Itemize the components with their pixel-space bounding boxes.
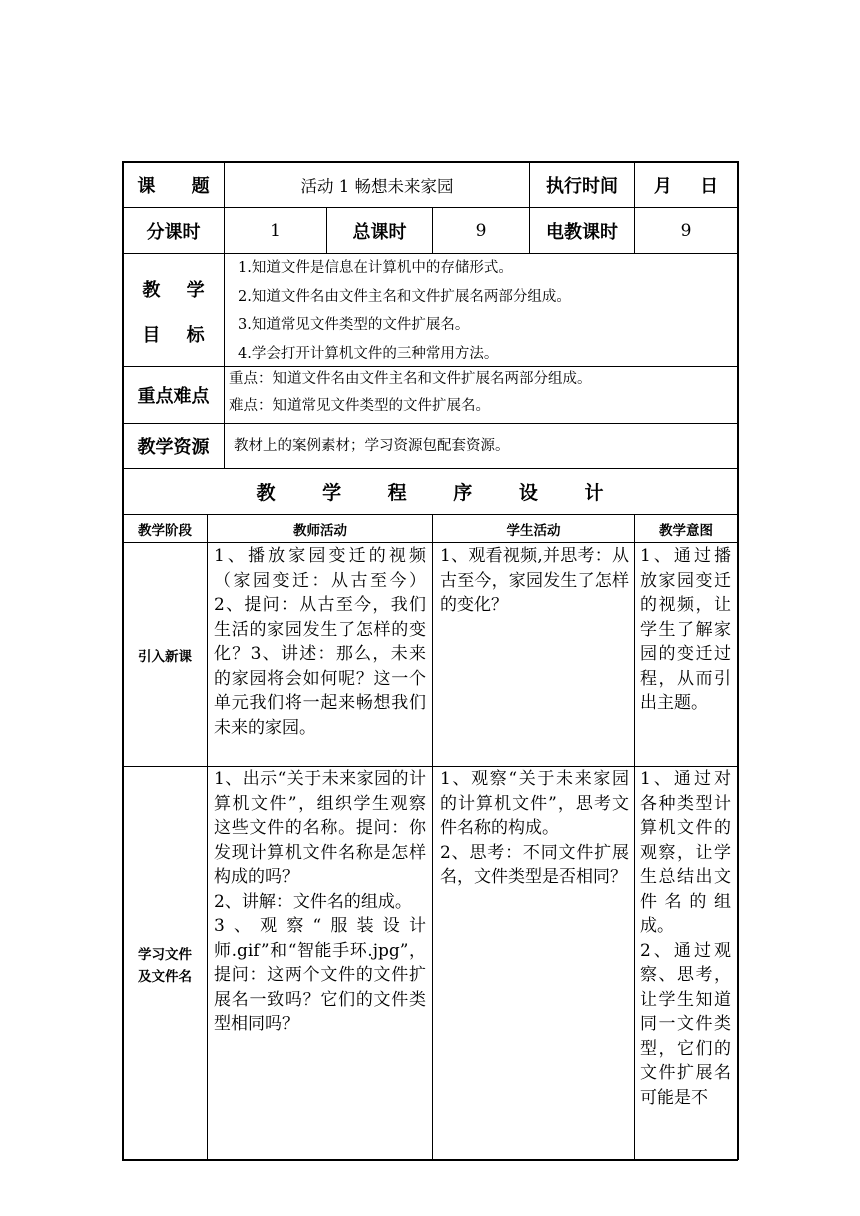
stage-files-line2: 及文件名	[138, 969, 192, 985]
design-title: 教 学 程 序 设 计	[256, 482, 604, 504]
difficult-point: 难点：知道常见文件类型的文件扩展名。	[229, 398, 490, 414]
objective-item: 1.知道文件是信息在计算机中的存储形式。	[238, 260, 513, 276]
av-hours-label: 电教课时	[546, 221, 618, 243]
topic-label: 课 题	[137, 175, 210, 197]
objective-item: 2.知道文件名由文件主名和文件扩展名两部分组成。	[238, 288, 571, 305]
table-rule	[432, 514, 433, 1160]
objective-item: 4.学会打开计算机文件的三种常用方法。	[238, 345, 499, 362]
intent-paragraph: 1、通过对各种类型计算机文件的观察，让学生总结出文件名的组成。	[640, 769, 731, 936]
objectives-list	[238, 254, 734, 366]
teacher-activity-paragraph: 2、讲解：文件名的组成。	[214, 891, 412, 912]
intent-intro: 1、通过播放家园变迁的视频，让学生了解家园的变迁过程，从而引出主题。	[640, 546, 731, 713]
objectives-label-line2: 目 标	[142, 325, 205, 346]
student-activity-paragraph: 2、思考：不同文件扩展名，文件类型是否相同？	[440, 842, 629, 887]
intent-paragraph: 2、通过观察、思考，让学生知道同一文件类型，它们的文件扩展名可能是不	[640, 940, 731, 1108]
teacher-activity-intro: 1、播放家园变迁的视频（家园变迁：从古至今）2、提问：从古至今，我们生活的家园发生了怎样的变化？3、讲述：那么，未来的家园将会如何呢？这一个单元我们将一起来畅想我们未来的家园。	[214, 546, 426, 738]
stage-files	[123, 767, 207, 1159]
stage-intro: 引入新课	[138, 648, 192, 665]
teacher-activity-paragraph: 3、观察“服装设计师.gif”和“智能手环.jpg”，提问：这两个文件的文件扩展名一致吗？它们的文件类型相同吗？	[214, 916, 426, 1034]
objectives-label-line1: 教 学	[142, 280, 205, 301]
exec-time-value: 月 日	[653, 175, 719, 197]
key-points-label: 重点难点	[137, 386, 210, 407]
student-activity-paragraph: 1、观察“关于未来家园的计算机文件”，思考文件名称的构成。	[440, 769, 629, 838]
av-hours-value: 9	[680, 220, 692, 241]
sub-hours-label: 分课时	[146, 221, 201, 243]
table-border	[737, 161, 739, 1160]
column-header-student: 学生活动	[506, 522, 561, 539]
teacher-activity-paragraph: 1、出示“关于未来家园的计算机文件”，组织学生观察这些文件的名称。提问：你发现计算机文件名称是怎样构成的吗？	[214, 769, 426, 887]
total-hours-label: 总课时	[352, 221, 407, 243]
table-rule	[634, 514, 635, 1160]
stage-files-line1: 学习文件	[138, 947, 192, 963]
sub-hours-value: 1	[270, 220, 281, 241]
student-activity-files	[440, 767, 629, 1159]
column-header-intent: 教学意图	[659, 522, 713, 539]
intent-files	[640, 767, 731, 1159]
table-rule	[122, 542, 738, 543]
student-activity-intro: 1、观看视频,并思考：从古至今，家园发生了怎样的变化？	[440, 546, 629, 615]
key-points-content	[229, 366, 734, 423]
key-point: 重点：知道文件名由文件主名和文件扩展名两部分组成。	[229, 371, 592, 387]
table-rule	[207, 514, 208, 1160]
resources-value: 教材上的案例素材；学习资源包配套资源。	[234, 438, 510, 454]
objectives-label	[123, 254, 224, 366]
objective-item: 3.知道常见文件类型的文件扩展名。	[238, 317, 470, 333]
resources-label: 教学资源	[137, 437, 210, 458]
teacher-activity-files	[214, 767, 426, 1159]
topic-value: 活动 1 畅想未来家园	[300, 176, 454, 196]
exec-time-label: 执行时间	[546, 175, 618, 197]
column-header-teacher: 教师活动	[293, 522, 347, 539]
column-header-stage: 教学阶段	[138, 522, 192, 539]
table-border	[122, 1159, 738, 1161]
total-hours-value: 9	[475, 220, 487, 241]
